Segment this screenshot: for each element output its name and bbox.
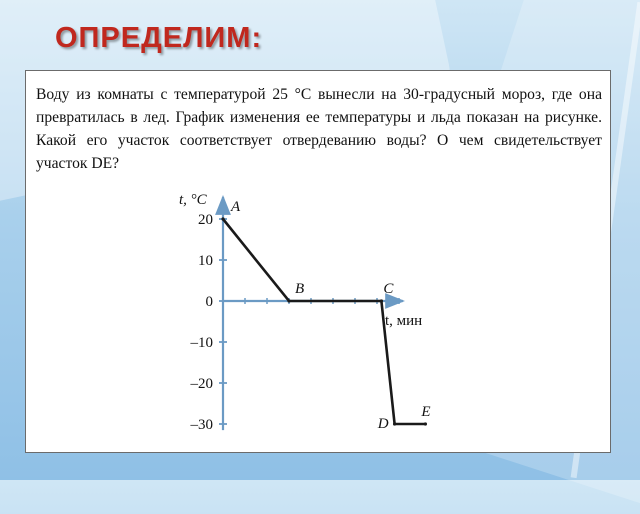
data-point-e [424,422,427,425]
point-label-d: D [377,416,389,432]
y-tick-label: –10 [190,335,213,351]
x-axis-label: t, мин [385,313,423,329]
data-point-c [380,299,383,302]
problem-panel [25,70,611,453]
data-point-b [287,299,290,302]
y-tick-label: –30 [190,417,213,433]
data-point-d [393,422,396,425]
y-axis-label: t, °С [179,192,207,208]
y-tick-label: 10 [198,253,213,269]
point-label-e: E [421,404,431,420]
y-tick-label: 0 [205,294,213,310]
slide-title: ОПРЕДЕЛИМ: [55,22,263,54]
temperature-chart [26,71,612,454]
point-label-a: A [231,199,241,215]
data-point-a [221,217,224,220]
point-label-c: C [383,281,394,297]
y-tick-label: 20 [198,212,213,228]
point-label-b: B [295,281,305,297]
y-tick-label: –20 [190,376,213,392]
problem-text: Воду из комнаты с температурой 25 °С вынесли на 30-градусный мороз, где она превратилась в лед. График изменения ее температуры и льда показан на рисунке. Какой его участок соответствует отвердеванию воды? О чем свидетельствует участок DE? [36,86,602,172]
